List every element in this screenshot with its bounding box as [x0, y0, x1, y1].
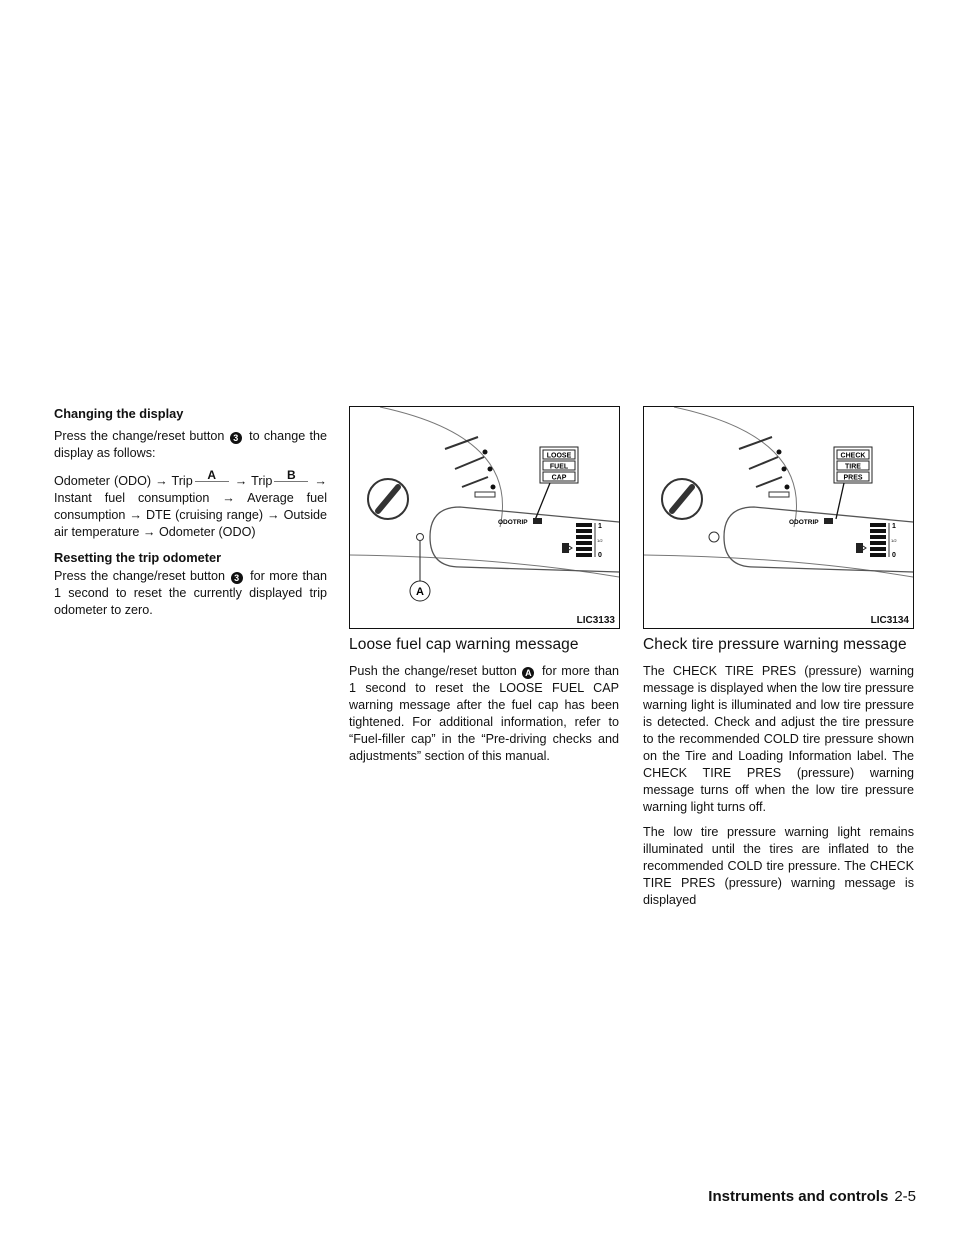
dot: [785, 485, 790, 490]
text: → Trip: [234, 474, 273, 488]
text: → Instant fuel consumption → Average fuel consumption → DTE (cruising range) → Outside air temperature → Odometer (ODO): [54, 474, 328, 539]
message-line-1: CHECK: [840, 452, 866, 460]
text: for more than 1 second to reset the currently displayed trip odometer to zero.: [54, 569, 328, 617]
heading-reset-trip: Resetting the trip odometer: [54, 550, 222, 565]
column-left: [54, 405, 327, 627]
fuel-bar: [576, 547, 592, 551]
fuel-bar: [870, 547, 886, 551]
gauge-empty-label: 0: [598, 552, 602, 559]
tick: [739, 437, 772, 449]
tick: [445, 437, 478, 449]
leader-line: [836, 483, 844, 519]
fuel-bar: [576, 535, 592, 539]
message-line-3: PRES: [843, 474, 863, 482]
fuel-bar: [870, 553, 886, 557]
figure-loose-fuel-cap: [349, 406, 620, 629]
trip-marker-icon: [533, 518, 542, 524]
column-middle: [349, 636, 619, 773]
footer-section-title: Instruments and controls: [708, 1188, 889, 1205]
trip-b-icon: [274, 470, 308, 483]
fuel-bar: [576, 523, 592, 527]
fuel-bar: [870, 523, 886, 527]
text: Odometer (ODO) → Trip: [54, 474, 193, 488]
figure-id: LIC3133: [576, 615, 615, 626]
tick: [749, 457, 778, 469]
gauge-half-label: 1/2: [891, 538, 897, 543]
dot: [483, 450, 488, 455]
fuel-pump-icon: [562, 543, 569, 553]
paragraph-display-sequence: [54, 470, 327, 541]
dot: [777, 450, 782, 455]
fuel-bar: [576, 553, 592, 557]
paragraph-tire-pressure-1: The CHECK TIRE PRES (pressure) warning message is displayed when the low tire pressure warning light is illuminated and low tire pressure is detected. Check and adjust the tire pressure to the recommended COLD tire pressure shown on the Tire and Loading Information label. The CHECK TIRE PRES (pressure) warning message turns off when the low tire pressure warning light turns off.: [643, 664, 914, 814]
message-line-1: LOOSE: [546, 452, 572, 460]
message-line-2: FUEL: [549, 463, 569, 471]
message-line-3: CAP: [551, 474, 567, 482]
figure-id: LIC3134: [870, 615, 909, 626]
gauge-half-label: 1/2: [597, 538, 603, 543]
section-title-loose-fuel-cap: Loose fuel cap warning message: [349, 636, 579, 653]
fuel-bar: [576, 529, 592, 533]
section-title-check-tire-pressure: Check tire pressure warning message: [643, 636, 907, 653]
gauge-empty-label: 0: [892, 552, 896, 559]
indicator-bar: [475, 492, 495, 497]
panel-edge: [350, 555, 619, 577]
tick: [756, 477, 782, 487]
callout-letter: A: [416, 586, 424, 598]
fuel-door-arrow-icon: [863, 546, 866, 550]
button-3-icon: 3: [230, 432, 242, 444]
trip-a-letter: A: [195, 470, 229, 482]
fuel-gauge: [856, 523, 897, 559]
dot: [782, 467, 787, 472]
heading-changing-display: Changing the display: [54, 406, 184, 421]
dot: [488, 467, 493, 472]
trip-b-letter: B: [274, 470, 308, 482]
text: Press the change/reset button: [54, 569, 226, 583]
text: for more than 1 second to reset the LOOSE FUEL CAP warning message after the fuel cap has been tightened. For additional information, refer to “Fuel-filler cap” in the “Pre-driving checks and adjustments” section of this manual.: [349, 664, 619, 763]
fuel-gauge: [562, 523, 603, 559]
panel-edge: [644, 555, 913, 577]
column-right: [643, 636, 914, 917]
text: Press the change/reset button: [54, 429, 225, 443]
instrument-cluster-illustration: [350, 407, 619, 628]
tick: [455, 457, 484, 469]
page-number: 2-5: [894, 1188, 916, 1205]
fuel-bar: [870, 541, 886, 545]
paragraph-reset-trip: [54, 568, 327, 619]
fuel-door-arrow-icon: [569, 546, 572, 550]
figure-check-tire-pressure: [643, 406, 914, 629]
gauge-full-label: 1: [892, 523, 896, 530]
button-3-icon: 3: [231, 572, 243, 584]
paragraph-tire-pressure-2: The low tire pressure warning light remains illuminated until the tires are inflated to the recommended COLD tire pressure. The CHECK TIRE PRES (pressure) warning message is displayed: [643, 825, 914, 907]
dot: [491, 485, 496, 490]
page-footer: [708, 1188, 916, 1205]
odotrip-label: ODOTRIP: [498, 519, 528, 526]
change-reset-button-icon: [709, 532, 719, 542]
trip-a-icon: [195, 470, 229, 483]
instrument-cluster-illustration: [644, 407, 913, 628]
change-reset-button-icon: [417, 534, 424, 541]
gauge-full-label: 1: [598, 523, 602, 530]
tick: [462, 477, 488, 487]
display-outline: [430, 507, 619, 572]
text: to change the display as follows:: [54, 429, 328, 460]
fuel-bar: [870, 529, 886, 533]
display-outline: [724, 507, 913, 572]
odotrip-label: ODOTRIP: [789, 519, 819, 526]
knob-handle: [672, 487, 692, 511]
fuel-bar: [576, 541, 592, 545]
button-a-icon: A: [522, 667, 534, 679]
indicator-bar: [769, 492, 789, 497]
fuel-bar: [870, 535, 886, 539]
paragraph-change-display: [54, 428, 327, 462]
knob-handle: [378, 487, 398, 511]
fuel-pump-icon: [856, 543, 863, 553]
paragraph-loose-fuel-cap: [349, 663, 619, 765]
message-line-2: TIRE: [845, 463, 861, 471]
text: Push the change/reset button: [349, 664, 517, 678]
trip-marker-icon: [824, 518, 833, 524]
